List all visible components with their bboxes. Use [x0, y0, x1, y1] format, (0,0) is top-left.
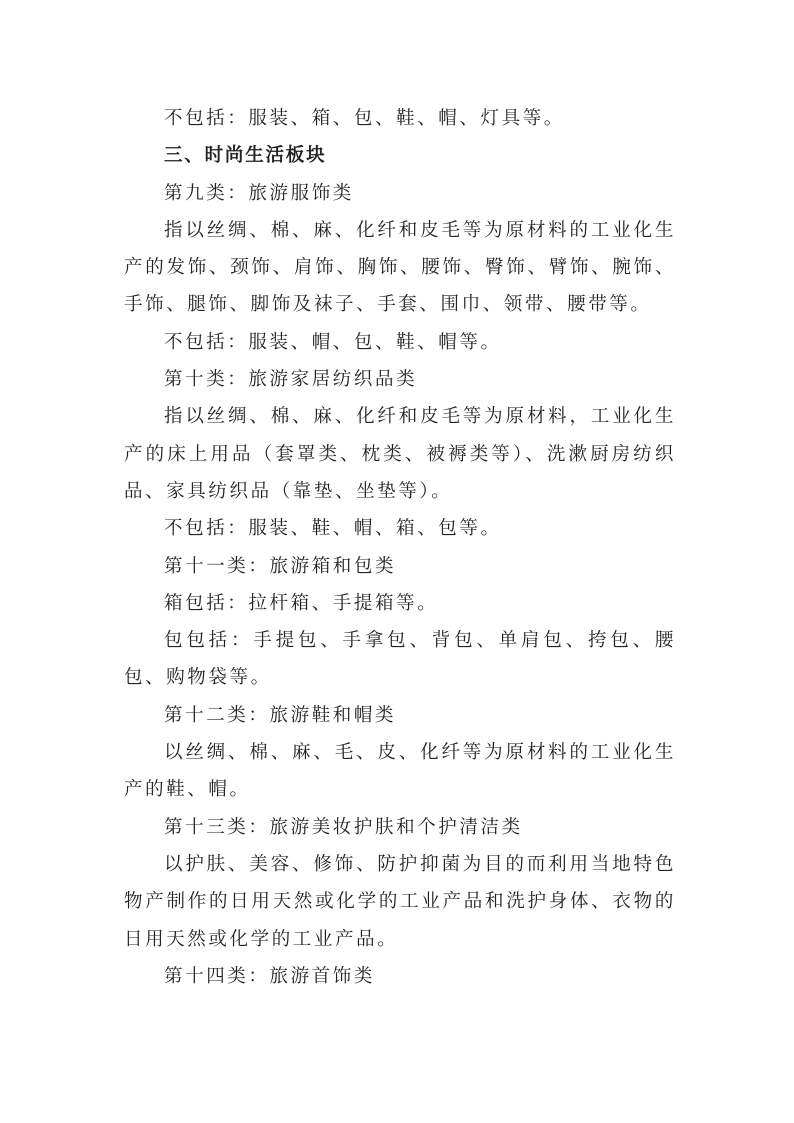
category-description: 箱包括：拉杆箱、手提箱等。	[164, 592, 439, 614]
category-description: 包包括：手提包、手拿包、背包、单肩包、挎包、腰包、购物袋等。	[124, 630, 676, 689]
category-description: 以护肤、美容、修饰、防护抑菌为目的而利用当地特色物产制作的日用天然或化学的工业产品和洗护身体、衣物的日用天然或化学的工业产品。	[124, 853, 676, 950]
category-title: 第十三类：旅游美妆护肤和个护清洁类	[164, 816, 523, 838]
paragraph-exclusion: 不包括：服装、鞋、帽、箱、包等。	[164, 518, 502, 540]
category-description: 以丝绸、棉、麻、毛、皮、化纤等为原材料的工业化生产的鞋、帽。	[124, 742, 676, 801]
category-title: 第十四类：旅游首饰类	[164, 965, 376, 987]
section-heading: 三、时尚生活板块	[164, 145, 327, 167]
category-title: 第十二类：旅游鞋和帽类	[164, 704, 397, 726]
paragraph-exclusion: 不包括：服装、箱、包、鞋、帽、灯具等。	[164, 108, 565, 129]
category-description: 指以丝绸、棉、麻、化纤和皮毛等为原材料，工业化生产的床上用品（套罩类、枕类、被褥类等）、洗漱厨房纺织品、家具纺织品（靠垫、坐垫等）。	[124, 406, 676, 502]
category-title: 第十类：旅游家居纺织品类	[164, 369, 418, 391]
category-description: 指以丝绸、棉、麻、化纤和皮毛等为原材料的工业化生产的发饰、颈饰、肩饰、胸饰、腰饰、臀饰、臂饰、腕饰、手饰、腿饰、脚饰及袜子、手套、围巾、领带、腰带等。	[124, 219, 676, 316]
paragraph-exclusion: 不包括：服装、帽、包、鞋、帽等。	[164, 331, 502, 353]
category-title: 第十一类：旅游箱和包类	[164, 555, 397, 577]
document-body	[124, 100, 676, 995]
category-title: 第九类：旅游服饰类	[164, 182, 354, 204]
